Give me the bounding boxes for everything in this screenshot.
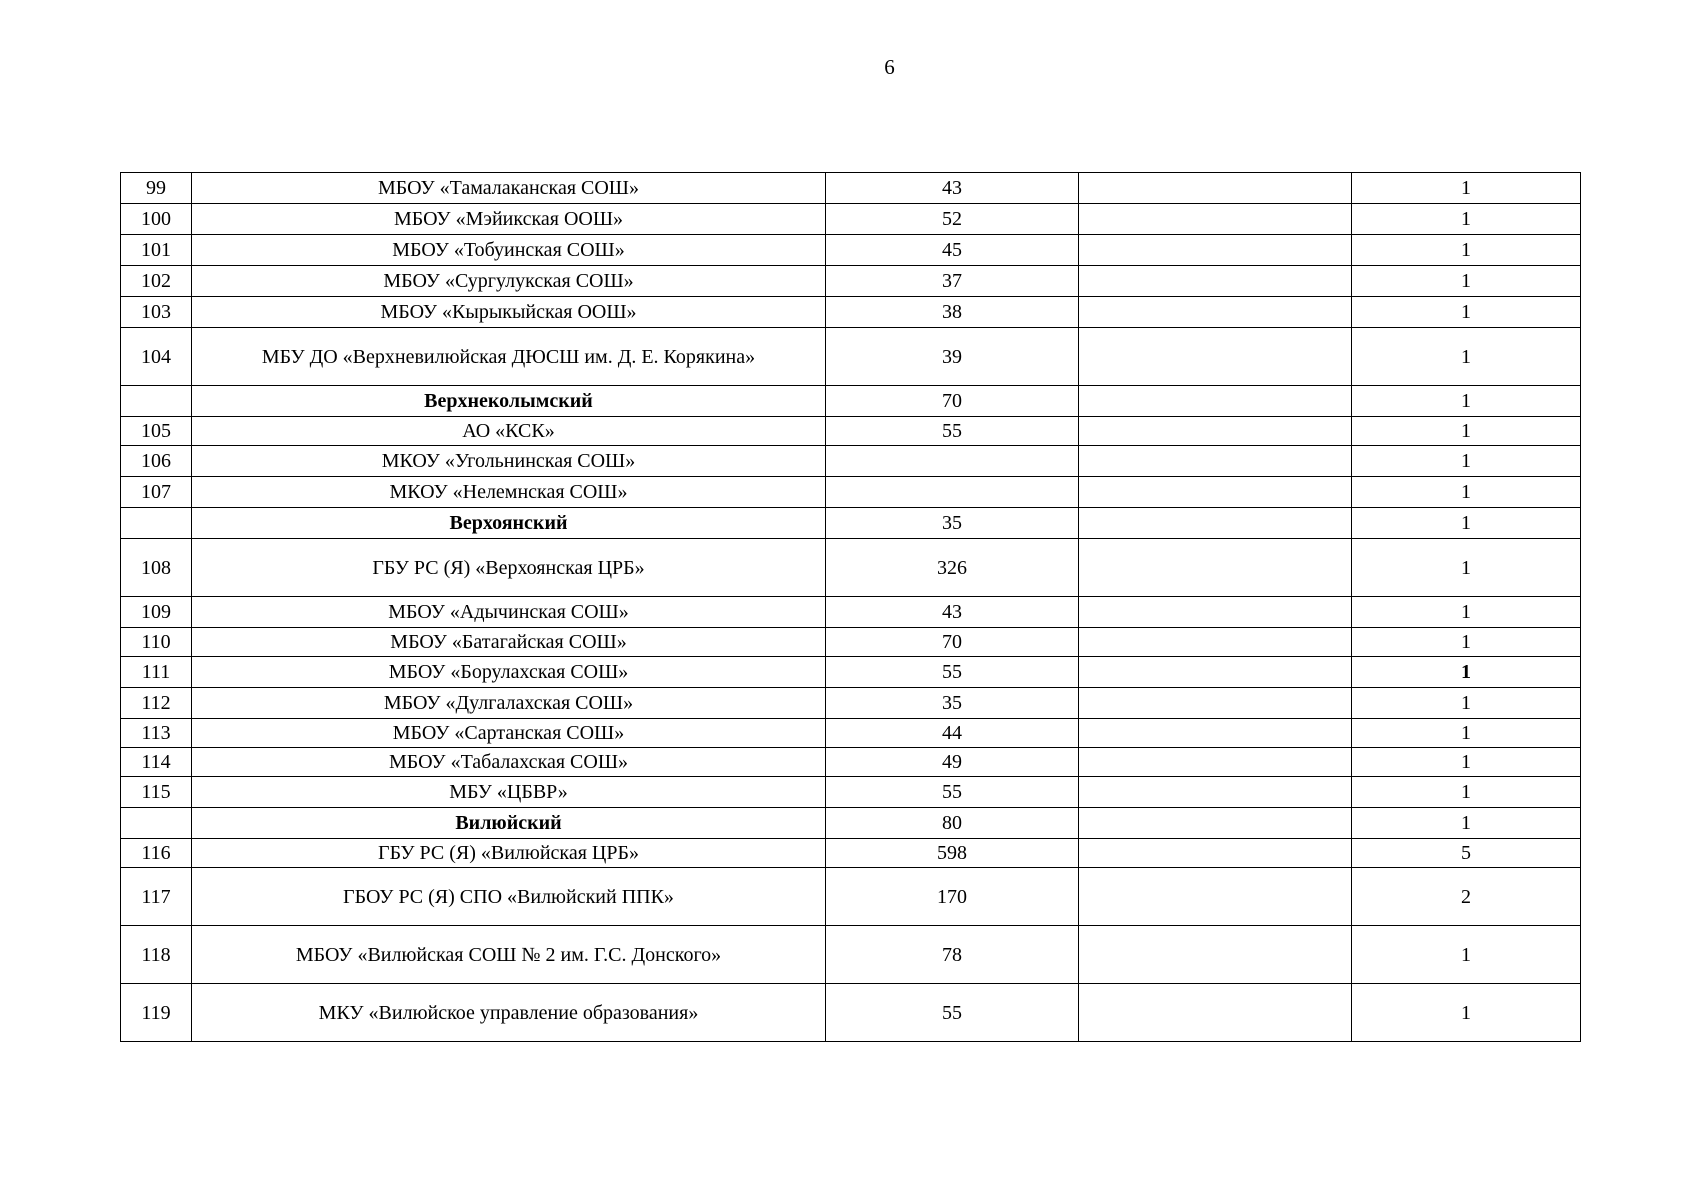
- name-cell: АО «КСК»: [192, 417, 826, 446]
- value-cell: 70: [826, 386, 1079, 417]
- value-cell: 35: [826, 508, 1079, 539]
- value-cell: 43: [826, 597, 1079, 628]
- row-number-cell: 106: [121, 446, 192, 477]
- row-number-cell: 99: [121, 173, 192, 204]
- row-number-cell: 105: [121, 417, 192, 446]
- name-cell: МБОУ «Тобуинская СОШ»: [192, 235, 826, 266]
- count-cell: 1: [1352, 539, 1581, 597]
- name-cell: МКОУ «Нелемнская СОШ»: [192, 477, 826, 508]
- name-cell: МБОУ «Кырыкыйская ООШ»: [192, 297, 826, 328]
- count-cell: 1: [1352, 748, 1581, 777]
- region-row: [121, 808, 1581, 839]
- count-cell: 1: [1352, 446, 1581, 477]
- name-cell: Верхнеколымский: [192, 386, 826, 417]
- extra-cell: [1079, 597, 1352, 628]
- name-cell: МБОУ «Борулахская СОШ»: [192, 657, 826, 688]
- row-number-cell: 101: [121, 235, 192, 266]
- row-number-cell: 103: [121, 297, 192, 328]
- extra-cell: [1079, 719, 1352, 748]
- count-cell: 1: [1352, 386, 1581, 417]
- extra-cell: [1079, 777, 1352, 808]
- count-cell: 1: [1352, 984, 1581, 1042]
- extra-cell: [1079, 235, 1352, 266]
- table-row: [121, 297, 1581, 328]
- table-row: [121, 266, 1581, 297]
- value-cell: 39: [826, 328, 1079, 386]
- row-number-cell: 116: [121, 839, 192, 868]
- extra-cell: [1079, 173, 1352, 204]
- row-number-cell: 114: [121, 748, 192, 777]
- name-cell: МКОУ «Угольнинская СОШ»: [192, 446, 826, 477]
- table-row: [121, 719, 1581, 748]
- table-row: [121, 984, 1581, 1042]
- organizations-table: [120, 172, 1581, 1042]
- name-cell: МБОУ «Мэйикская ООШ»: [192, 204, 826, 235]
- row-number-cell: 118: [121, 926, 192, 984]
- name-cell: МБОУ «Тамалаканская СОШ»: [192, 173, 826, 204]
- row-number-cell: [121, 508, 192, 539]
- count-cell: 1: [1352, 235, 1581, 266]
- count-cell: 1: [1352, 173, 1581, 204]
- extra-cell: [1079, 628, 1352, 657]
- extra-cell: [1079, 926, 1352, 984]
- extra-cell: [1079, 984, 1352, 1042]
- row-number-cell: [121, 386, 192, 417]
- region-row: [121, 386, 1581, 417]
- extra-cell: [1079, 266, 1352, 297]
- count-cell: 1: [1352, 628, 1581, 657]
- extra-cell: [1079, 839, 1352, 868]
- table-row: [121, 868, 1581, 926]
- table-row: [121, 777, 1581, 808]
- table-row: [121, 628, 1581, 657]
- table-row: [121, 597, 1581, 628]
- region-row: [121, 508, 1581, 539]
- value-cell: 43: [826, 173, 1079, 204]
- count-cell: 5: [1352, 839, 1581, 868]
- count-cell: 1: [1352, 297, 1581, 328]
- table-row: [121, 204, 1581, 235]
- value-cell: 44: [826, 719, 1079, 748]
- name-cell: МБОУ «Табалахская СОШ»: [192, 748, 826, 777]
- extra-cell: [1079, 297, 1352, 328]
- name-cell: ГБУ РС (Я) «Вилюйская ЦРБ»: [192, 839, 826, 868]
- value-cell: 45: [826, 235, 1079, 266]
- extra-cell: [1079, 539, 1352, 597]
- count-cell: 1: [1352, 808, 1581, 839]
- table-row: [121, 173, 1581, 204]
- page-number: 6: [884, 55, 895, 79]
- name-cell: МБОУ «Адычинская СОШ»: [192, 597, 826, 628]
- row-number-cell: [121, 808, 192, 839]
- value-cell: 70: [826, 628, 1079, 657]
- name-cell: ГБОУ РС (Я) СПО «Вилюйский ППК»: [192, 868, 826, 926]
- name-cell: Верхоянский: [192, 508, 826, 539]
- name-cell: МКУ «Вилюйское управление образования»: [192, 984, 826, 1042]
- extra-cell: [1079, 328, 1352, 386]
- row-number-cell: 115: [121, 777, 192, 808]
- extra-cell: [1079, 386, 1352, 417]
- table-row: [121, 839, 1581, 868]
- extra-cell: [1079, 204, 1352, 235]
- name-cell: ГБУ РС (Я) «Верхоянская ЦРБ»: [192, 539, 826, 597]
- count-cell: 1: [1352, 328, 1581, 386]
- count-cell: 1: [1352, 657, 1581, 688]
- count-cell: 1: [1352, 597, 1581, 628]
- extra-cell: [1079, 868, 1352, 926]
- row-number-cell: 113: [121, 719, 192, 748]
- row-number-cell: 111: [121, 657, 192, 688]
- value-cell: 80: [826, 808, 1079, 839]
- table-row: [121, 748, 1581, 777]
- value-cell: 55: [826, 984, 1079, 1042]
- name-cell: МБОУ «Дулгалахская СОШ»: [192, 688, 826, 719]
- value-cell: 52: [826, 204, 1079, 235]
- count-cell: 1: [1352, 719, 1581, 748]
- extra-cell: [1079, 657, 1352, 688]
- extra-cell: [1079, 808, 1352, 839]
- table-row: [121, 688, 1581, 719]
- row-number-cell: 107: [121, 477, 192, 508]
- value-cell: 598: [826, 839, 1079, 868]
- value-cell: 55: [826, 657, 1079, 688]
- extra-cell: [1079, 748, 1352, 777]
- row-number-cell: 100: [121, 204, 192, 235]
- extra-cell: [1079, 417, 1352, 446]
- value-cell: 55: [826, 777, 1079, 808]
- name-cell: МБОУ «Вилюйская СОШ № 2 им. Г.С. Донского»: [192, 926, 826, 984]
- table-row: [121, 235, 1581, 266]
- value-cell: 35: [826, 688, 1079, 719]
- row-number-cell: 108: [121, 539, 192, 597]
- name-cell: МБОУ «Сургулукская СОШ»: [192, 266, 826, 297]
- row-number-cell: 117: [121, 868, 192, 926]
- table-row: [121, 477, 1581, 508]
- name-cell: МБОУ «Сартанская СОШ»: [192, 719, 826, 748]
- row-number-cell: 112: [121, 688, 192, 719]
- organizations-table-body: [121, 173, 1581, 1042]
- table-row: [121, 657, 1581, 688]
- table-row: [121, 328, 1581, 386]
- value-cell: 55: [826, 417, 1079, 446]
- count-cell: 1: [1352, 204, 1581, 235]
- table-row: [121, 926, 1581, 984]
- value-cell: 38: [826, 297, 1079, 328]
- count-cell: 1: [1352, 777, 1581, 808]
- count-cell: 1: [1352, 926, 1581, 984]
- name-cell: МБУ «ЦБВР»: [192, 777, 826, 808]
- name-cell: Вилюйский: [192, 808, 826, 839]
- table-row: [121, 417, 1581, 446]
- count-cell: 1: [1352, 266, 1581, 297]
- value-cell: [826, 446, 1079, 477]
- value-cell: 49: [826, 748, 1079, 777]
- name-cell: МБОУ «Батагайская СОШ»: [192, 628, 826, 657]
- extra-cell: [1079, 508, 1352, 539]
- value-cell: 37: [826, 266, 1079, 297]
- value-cell: [826, 477, 1079, 508]
- extra-cell: [1079, 477, 1352, 508]
- count-cell: 1: [1352, 508, 1581, 539]
- count-cell: 2: [1352, 868, 1581, 926]
- name-cell: МБУ ДО «Верхневилюйская ДЮСШ им. Д. Е. Корякина»: [192, 328, 826, 386]
- row-number-cell: 102: [121, 266, 192, 297]
- extra-cell: [1079, 446, 1352, 477]
- count-cell: 1: [1352, 417, 1581, 446]
- value-cell: 78: [826, 926, 1079, 984]
- count-cell: 1: [1352, 688, 1581, 719]
- row-number-cell: 109: [121, 597, 192, 628]
- table-row: [121, 539, 1581, 597]
- value-cell: 170: [826, 868, 1079, 926]
- value-cell: 326: [826, 539, 1079, 597]
- row-number-cell: 110: [121, 628, 192, 657]
- row-number-cell: 104: [121, 328, 192, 386]
- count-cell: 1: [1352, 477, 1581, 508]
- extra-cell: [1079, 688, 1352, 719]
- table-row: [121, 446, 1581, 477]
- row-number-cell: 119: [121, 984, 192, 1042]
